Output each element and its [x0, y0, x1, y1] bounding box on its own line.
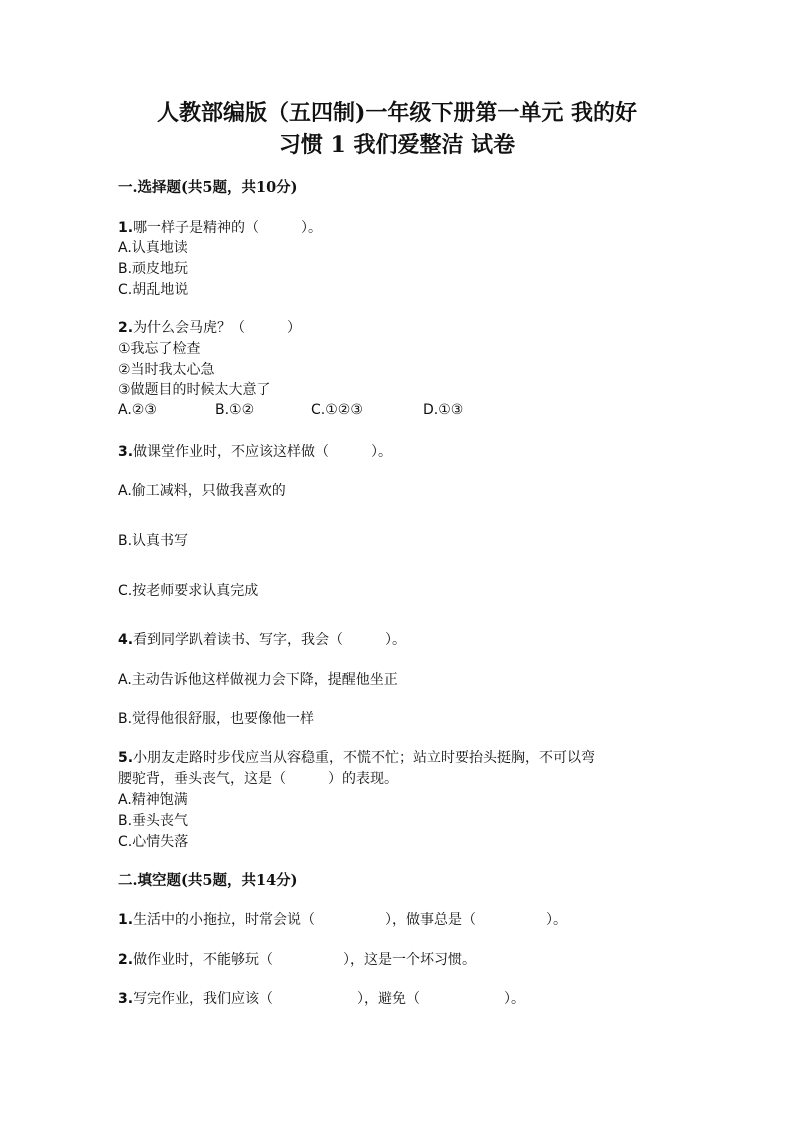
question-number: 5.	[118, 750, 134, 766]
option: C.①②③	[311, 402, 363, 418]
question-text: 做作业时，不能够玩（ ），这是一个坏习惯。	[133, 952, 477, 968]
option: A.主动告诉他这样做视力会下降，提醒他坐正	[118, 672, 398, 688]
section-heading-choice: 一.选择题(共5题，共10分)	[118, 179, 298, 196]
option: A.偷工减料，只做我喜欢的	[118, 483, 286, 499]
option: D.①③	[423, 402, 464, 418]
question-stem: 小朋友走路时步伐应当从容稳重，不慌不忙；站立时要抬头挺胸，不可以弯	[133, 750, 596, 766]
question-stem: 为什么会马虎？（ ）	[133, 320, 302, 336]
option: C.心情失落	[118, 834, 189, 850]
section-heading-fill: 二.填空题(共5题，共14分)	[118, 872, 298, 889]
option: B.觉得他很舒服，也要像他一样	[118, 711, 315, 727]
option: C.按老师要求认真完成	[118, 583, 259, 599]
question-number: 4.	[118, 632, 134, 648]
question-3	[118, 442, 392, 462]
question-1	[118, 218, 322, 238]
option: B.顽皮地玩	[118, 261, 189, 277]
option: B.认真书写	[118, 533, 189, 549]
page-title-line-1: 人教部编版（五四制)一年级下册第一单元 我的好	[156, 100, 638, 126]
option: A.精神饱满	[118, 792, 188, 808]
question-number: 1.	[118, 912, 134, 928]
question-2	[118, 318, 301, 338]
question-stem: 哪一样子是精神的（ ）。	[133, 220, 323, 236]
question-number: 3.	[118, 991, 134, 1007]
question-text: 生活中的小拖拉，时常会说（ ），做事总是（ ）。	[133, 912, 568, 928]
question-stem: 看到同学趴着读书、写字，我会（ ）。	[133, 632, 407, 648]
question-stem: 做课堂作业时，不应该这样做（ ）。	[133, 444, 393, 460]
question-number: 2.	[118, 952, 134, 968]
reason-item: ①我忘了检查	[118, 341, 201, 357]
question-4	[118, 630, 406, 650]
option: A.认真地读	[118, 240, 188, 256]
question-number: 2.	[118, 320, 134, 336]
question-5	[118, 748, 595, 768]
fill-question-1	[118, 910, 567, 930]
fill-question-2	[118, 950, 476, 970]
page-title-line-2: 习惯 1 我们爱整洁 试卷	[278, 132, 516, 158]
option: B.垂头丧气	[118, 813, 189, 829]
question-number: 1.	[118, 220, 134, 236]
reason-item: ③做题目的时候太大意了	[118, 382, 271, 398]
option: A.②③	[118, 402, 157, 418]
reason-item: ②当时我太心急	[118, 362, 215, 378]
option: C.胡乱地说	[118, 282, 189, 298]
fill-question-3	[118, 989, 525, 1009]
question-stem-continued: 腰驼背，垂头丧气，这是（ ）的表现。	[118, 771, 398, 787]
option: B.①②	[215, 402, 255, 418]
question-number: 3.	[118, 444, 134, 460]
question-text: 写完作业，我们应该（ ），避免（ ）。	[133, 991, 526, 1007]
